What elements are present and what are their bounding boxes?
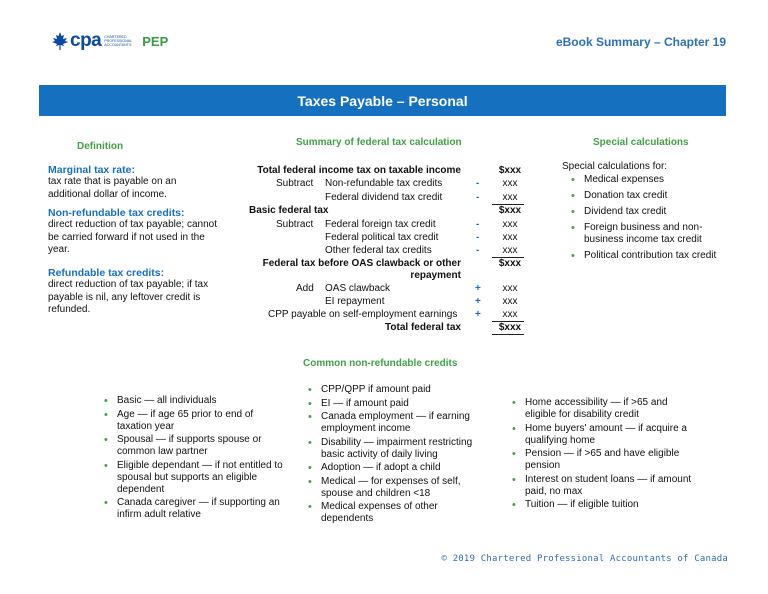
logo-wordmark: cpa [70,30,102,51]
list-item: • Age — if age 65 prior to end of taxation year [104,409,284,433]
table-row-amount: xxx [502,219,518,230]
program-label: PEP [142,33,169,49]
maple-leaf-icon [52,32,68,50]
list-item: • Pension — if >65 and have eligible pension [512,448,692,472]
page-title-banner [39,85,726,116]
list-item: • Medical expenses [571,174,731,186]
definition-term: Marginal tax rate: [48,164,135,176]
definition-term: Refundable tax credits: [48,267,165,279]
definition-item [48,207,218,257]
summary-heading: Summary of federal tax calculation [296,137,462,148]
list-item: • Home buyers' amount — if acquire a qualifying home [512,423,692,447]
page-title: Taxes Payable – Personal [297,92,468,109]
definition-text: direct reduction of tax payable; if tax payable is nil, any leftover credit is refunded. [48,279,209,315]
table-row-label: Other federal tax credits [325,245,432,256]
special-list [571,174,731,266]
list-item: • Adoption — if adopt a child [308,462,483,474]
common-credits-col2 [308,384,483,527]
table-row-label: CPP payable on self-employment earnings [268,309,458,320]
minus-sign: - [476,178,480,189]
total-underline [492,334,524,335]
plus-sign: + [475,309,481,320]
federal-tax-table [230,163,530,338]
list-item: • Tuition — if eligible tuition [512,499,692,511]
table-row-amount: $xxx [498,165,522,176]
list-item: • Canada employment — if earning employment income [308,411,483,435]
plus-sign: + [475,283,481,294]
list-item: • Eligible dependant — if not entitled to spousal but supports an eligible dependent [104,460,284,496]
table-row-amount: xxx [502,283,518,294]
table-row-amount: xxx [502,296,518,307]
special-intro: Special calculations for: [562,161,668,172]
list-item: • Interest on student loans — if amount paid, no max [512,474,692,498]
common-credits-col3 [512,397,692,513]
common-heading: Common non-refundable credits [303,358,458,369]
minus-sign: - [476,232,480,243]
definition-text: direct reduction of tax payable; cannot be carried forward if not used in the year. [48,219,217,255]
list-item: • CPP/QPP if amount paid [308,384,483,396]
table-row-label: OAS clawback [325,283,391,294]
copyright: © 2019 Chartered Professional Accountants of Canada [441,554,728,564]
table-row-label: Federal tax before OAS clawback or other [262,258,461,269]
logo-subtext: CHARTERED PROFESSIONAL ACCOUNTANTS [104,35,133,47]
table-row-amount: xxx [502,192,518,203]
table-row-label: Non-refundable tax credits [325,178,443,189]
table-row-amount: $xxx [498,205,522,216]
table-row-label: Basic federal tax [249,205,329,216]
definition-heading: Definition [77,141,124,152]
table-row-amount: xxx [502,232,518,243]
list-item: • Foreign business and non-business income tax credit [571,222,731,246]
list-item: • Medical expenses of other dependents [308,501,483,525]
table-row-label: Federal political tax credit [325,232,439,243]
list-item: • Canada caregiver — if supporting an infirm adult relative [104,497,284,521]
table-row-label-continued: repayment [410,270,461,281]
table-row-label: Federal foreign tax credit [325,219,436,230]
plus-sign: + [475,296,481,307]
table-row-prefix: Subtract [276,219,314,230]
common-credits-col1 [104,395,284,523]
list-item: • Spousal — if supports spouse or common law partner [104,434,284,458]
minus-sign: - [476,219,480,230]
list-item: • Basic — all individuals [104,395,284,407]
list-item: • Political contribution tax credit [571,250,731,262]
chapter-title: eBook Summary – Chapter 19 [555,35,726,49]
definition-term: Non-refundable tax credits: [48,207,185,219]
list-item: • Donation tax credit [571,190,731,202]
minus-sign: - [476,245,480,256]
table-row-prefix: Subtract [276,178,314,189]
table-row-amount: $xxx [498,322,522,333]
definition-item [48,164,218,201]
list-item: • Medical — for expenses of self, spouse and children <18 [308,476,483,500]
list-item: • Dividend tax credit [571,206,731,218]
minus-sign: - [476,192,480,203]
table-row-label: Federal dividend tax credit [325,192,443,203]
table-row-prefix: Add [296,283,314,294]
table-row-label: Total federal tax [385,322,461,333]
definition-text: tax rate that is payable on an additional dollar of income. [48,176,177,200]
cpa-logo [52,28,168,54]
table-row-label: EI repayment [325,296,385,307]
table-row-amount: xxx [502,245,518,256]
special-heading: Special calculations [593,137,689,148]
list-item: • Home accessibility — if >65 and eligible for disability credit [512,397,692,421]
definition-item [48,267,218,317]
table-row-amount: $xxx [498,258,522,269]
list-item: • EI — if amount paid [308,398,483,410]
table-row-amount: xxx [502,178,518,189]
table-row-amount: xxx [502,309,518,320]
table-row-label: Total federal income tax on taxable income [257,165,461,176]
list-item: • Disability — impairment restricting basic activity of daily living [308,437,483,461]
